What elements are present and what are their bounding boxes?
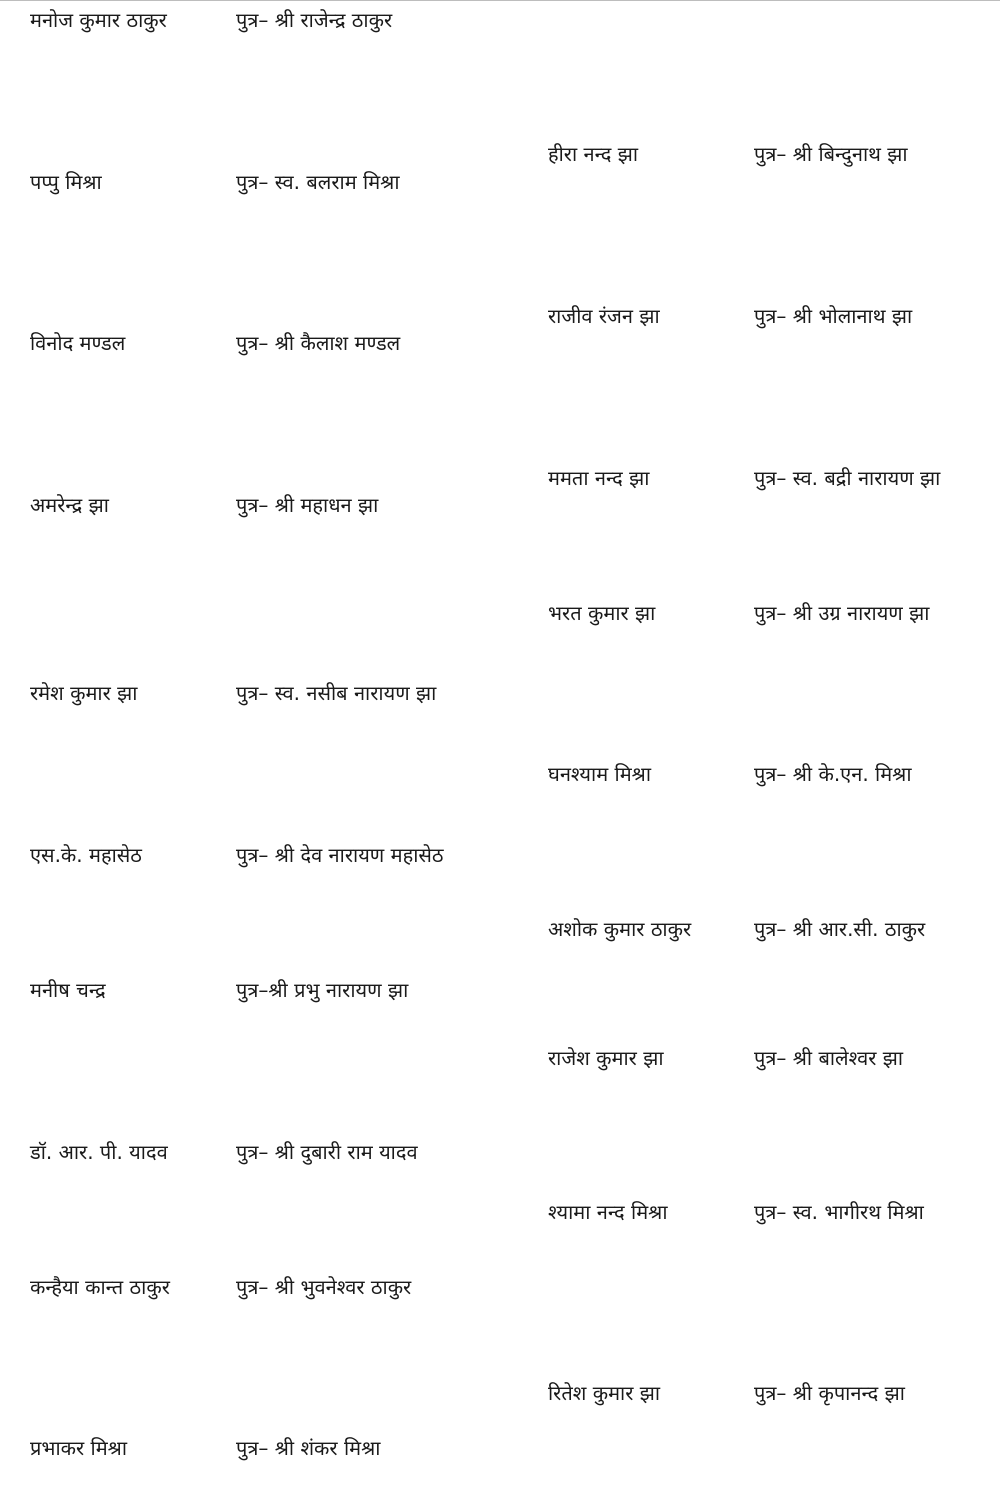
father-name: पुत्र– श्री कृपानन्द झा [754,1381,905,1405]
father-name: पुत्र– श्री भुवनेश्वर ठाकुर [236,1275,412,1299]
father-name: पुत्र– श्री दुबारी राम यादव [236,1140,418,1164]
list-item [548,1040,988,1076]
person-name: प्रभाकर मिश्रा [30,1436,127,1460]
father-name: पुत्र– श्री राजेन्द्र ठाकुर [236,8,393,32]
father-name: पुत्र– स्व. बद्री नारायण झा [754,466,941,490]
person-name: रितेश कुमार झा [548,1381,661,1405]
person-name: एस.के. महासेठ [30,843,142,867]
list-item [548,136,988,172]
list-item [548,460,988,496]
father-name: पुत्र– श्री आर.सी. ठाकुर [754,917,926,941]
list-item [548,911,988,947]
person-name: श्यामा नन्द मिश्रा [548,1200,668,1224]
father-name: पुत्र– श्री देव नारायण महासेठ [236,843,444,867]
father-name: पुत्र– श्री भोलानाथ झा [754,304,913,328]
person-name: डॉ. आर. पी. यादव [30,1140,168,1164]
father-name: पुत्र– श्री कैलाश मण्डल [236,331,401,355]
list-item [548,298,988,334]
father-name: पुत्र– श्री बिन्दुनाथ झा [754,142,908,166]
person-name: पप्पु मिश्रा [30,170,102,194]
person-name: रमेश कुमार झा [30,681,138,705]
person-name: ममता नन्द झा [548,466,650,490]
father-name: पुत्र– स्व. नसीब नारायण झा [236,681,437,705]
list-item [548,1194,988,1230]
father-name: पुत्र– श्री शंकर मिश्रा [236,1436,381,1460]
person-name: राजेश कुमार झा [548,1046,664,1070]
father-name: पुत्र– श्री उग्र नारायण झा [754,601,930,625]
list-item [548,756,988,792]
person-name: घनश्याम मिश्रा [548,762,651,786]
person-name: मनोज कुमार ठाकुर [30,8,167,32]
person-name: विनोद मण्डल [30,331,126,355]
father-name: पुत्र– स्व. बलराम मिश्रा [236,170,400,194]
father-name: पुत्र– स्व. भागीरथ मिश्रा [754,1200,924,1224]
person-name: अशोक कुमार ठाकुर [548,917,692,941]
person-name: हीरा नन्द झा [548,142,639,166]
father-name: पुत्र– श्री बालेश्वर झा [754,1046,904,1070]
person-name: राजीव रंजन झा [548,304,660,328]
father-name: पुत्र– श्री महाधन झा [236,493,379,517]
person-name: मनीष चन्द्र [30,978,106,1002]
person-name: अमरेन्द्र झा [30,493,109,517]
person-name: कन्हैया कान्त ठाकुर [30,1275,170,1299]
father-name: पुत्र– श्री के.एन. मिश्रा [754,762,912,786]
list-item [548,1375,988,1411]
person-name: भरत कुमार झा [548,601,656,625]
father-name: पुत्र–श्री प्रभु नारायण झा [236,978,409,1002]
list-item [548,595,988,631]
